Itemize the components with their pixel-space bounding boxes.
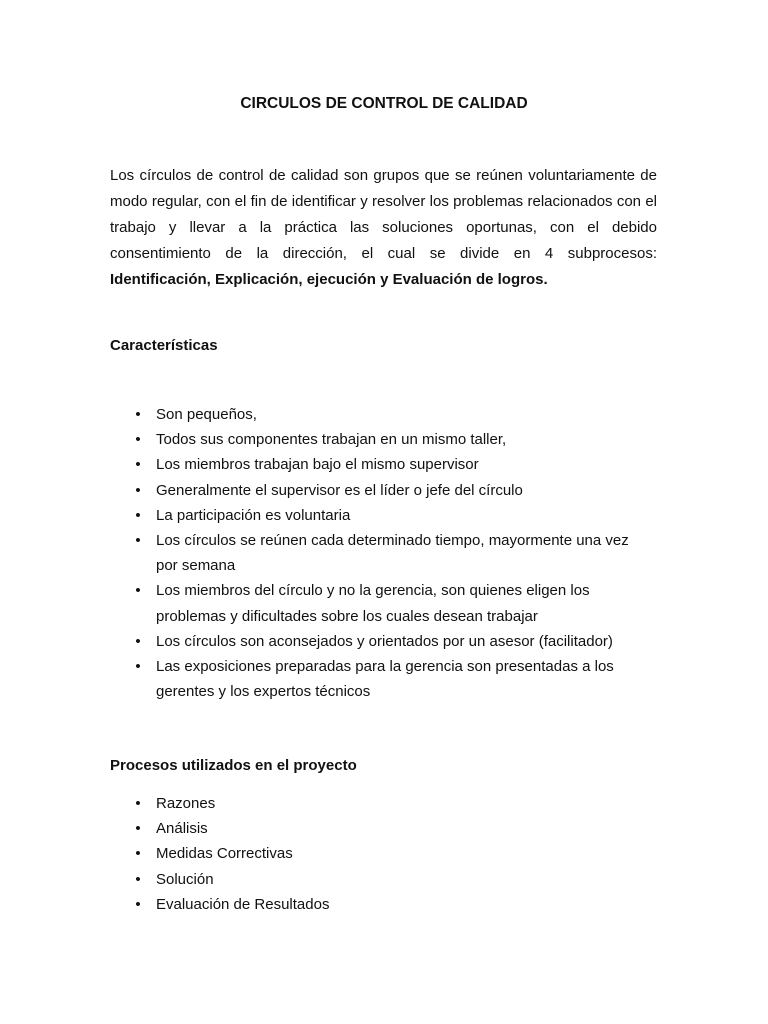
list-item-text: Razones xyxy=(156,795,216,812)
bullet-icon: • xyxy=(135,895,141,913)
list-item xyxy=(110,867,657,892)
list-item-text: Solución xyxy=(156,870,214,888)
bullet-icon: • xyxy=(135,820,141,838)
bullet-icon: • xyxy=(135,845,141,863)
list-item-text: Los círculos son aconsejados y orientados por un asesor (facilitador) xyxy=(156,632,613,650)
list-item xyxy=(110,402,630,427)
list-item xyxy=(110,791,657,816)
list-item xyxy=(110,892,657,917)
bullet-icon: • xyxy=(135,870,141,888)
list-item-text: Las exposiciones preparadas para la gerencia son presentadas a los gerentes y los expertos técnicos xyxy=(156,658,614,701)
bullet-icon: • xyxy=(135,582,141,600)
intro-bold-text: Identificación, Explicación, ejecución y Evaluación de logros. xyxy=(110,271,548,288)
list-item xyxy=(110,427,630,452)
list-item-text: Generalmente el supervisor es el líder o jefe del círculo xyxy=(156,481,523,499)
bullet-icon: • xyxy=(135,632,141,650)
list-item-text: Los miembros del círculo y no la gerencia, son quienes eligen los problemas y dificultades sobre los cuales desean trabajar xyxy=(156,582,590,625)
list-item-text: Evaluación de Resultados xyxy=(156,895,330,913)
document-title: CIRCULOS DE CONTROL DE CALIDAD xyxy=(240,95,528,112)
bullet-icon: • xyxy=(135,532,141,550)
list-item-text: Todos sus componentes trabajan en un mismo taller, xyxy=(156,431,507,449)
list-item xyxy=(110,578,630,628)
caracteristicas-list xyxy=(110,402,630,704)
procesos-list xyxy=(110,791,657,917)
bullet-icon: • xyxy=(135,456,141,474)
bullet-icon: • xyxy=(135,431,141,449)
list-item-text: Análisis xyxy=(156,820,208,838)
list-item-text: Son pequeños, xyxy=(156,406,257,423)
intro-paragraph xyxy=(110,163,657,293)
list-item xyxy=(110,654,630,704)
list-item xyxy=(110,629,630,654)
list-item-text: Los miembros trabajan bajo el mismo supervisor xyxy=(156,456,479,474)
list-item-text: Medidas Correctivas xyxy=(156,845,293,863)
bullet-icon: • xyxy=(135,795,141,812)
list-item xyxy=(110,816,657,841)
list-item xyxy=(110,528,630,578)
list-item xyxy=(110,841,657,866)
bullet-icon: • xyxy=(135,481,141,499)
procesos-heading: Procesos utilizados en el proyecto xyxy=(110,757,357,774)
list-item xyxy=(110,452,630,477)
bullet-icon: • xyxy=(135,406,141,423)
list-item-text: La participación es voluntaria xyxy=(156,506,351,524)
list-item xyxy=(110,478,630,503)
caracteristicas-heading: Características xyxy=(110,337,218,354)
bullet-icon: • xyxy=(135,658,141,676)
list-item-text: Los círculos se reúnen cada determinado tiempo, mayormente una vez por semana xyxy=(156,532,629,575)
intro-text: Los círculos de control de calidad son grupos que se reúnen voluntariamente de modo regular, con el fin de identificar y resolver los problemas relacionados con el trabajo y llevar a la práctica las soluciones oportunas, con el debido consentimiento de la dirección, el cual se divide en 4 subprocesos: xyxy=(110,167,657,262)
list-item xyxy=(110,503,630,528)
bullet-icon: • xyxy=(135,506,141,524)
